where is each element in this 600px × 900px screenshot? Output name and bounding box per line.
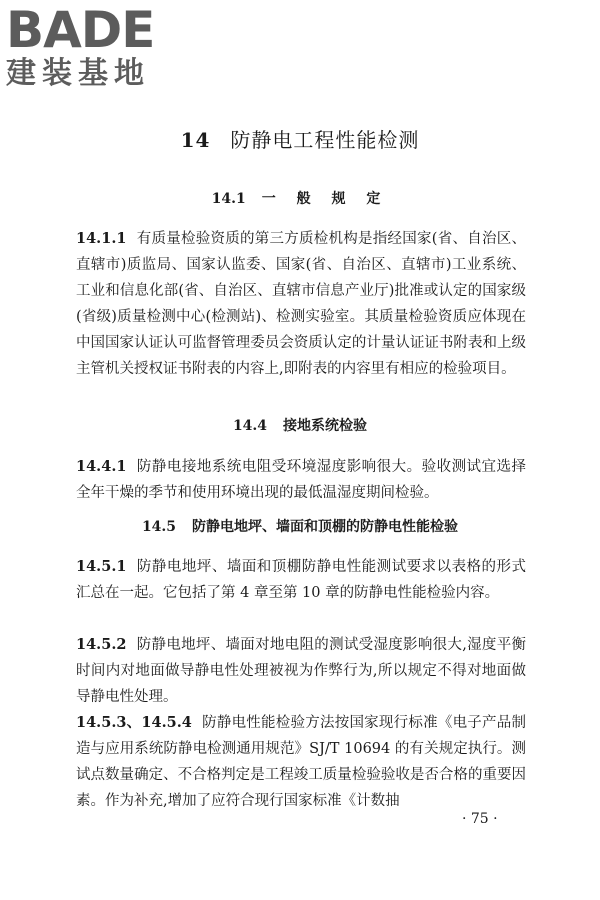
clause-text: 防静电地坪、墙面和顶棚防静电性能测试要求以表格的形式汇总在一起。它包括了第 4 章至第 10 章的防静电性能检验内容。 xyxy=(76,559,526,601)
page-number: · 75 · xyxy=(462,811,498,827)
clause-text: 防静电地坪、墙面对地电阻的测试受湿度影响很大,湿度平衡时间内对地面做导静电性处理被视为作弊行为,所以规定不得对地面做导静电性处理。 xyxy=(76,637,526,705)
clause-14-1-1 xyxy=(76,226,526,382)
clause-text: 防静电接地系统电阻受环境湿度影响很大。验收测试宜选择全年干燥的季节和使用环境出现的最低温湿度期间检验。 xyxy=(76,459,526,501)
clause-14-5-2 xyxy=(76,632,526,710)
chapter-number: 14 xyxy=(180,128,211,152)
section-title-text: 接地系统检验 xyxy=(283,418,368,434)
chapter-title xyxy=(0,128,600,152)
section-heading-14-1 xyxy=(0,190,600,208)
clause-number: 14.5.1 xyxy=(76,558,127,575)
clause-text: 有质量检验资质的第三方质检机构是指经国家(省、自治区、直辖市)质监局、国家认监委、国家(省、自治区、直辖市)工业系统、工业和信息化部(省、自治区、直辖市信息产业厅)批准或认定的国家级(省级)质量检测中心(检测站)、检测实验室。其质量检验资质应体现在中国国家认证认可监督管理委员会资质认定的计量认证证书附表和上级主管机关授权证书附表的内容上,即附表的内容里有相应的检验项目。 xyxy=(76,231,526,377)
clause-number: 14.5.3、14.5.4 xyxy=(76,714,192,731)
clause-14-5-1 xyxy=(76,554,526,606)
section-number: 14.1 xyxy=(211,191,246,207)
logo-subtitle: 建装基地 xyxy=(6,56,150,91)
section-title-text: 一 般 规 定 xyxy=(261,191,389,207)
section-heading-14-5 xyxy=(0,518,600,536)
section-heading-14-4 xyxy=(0,417,600,435)
section-title-text: 防静电地坪、墙面和顶棚的防静电性能检验 xyxy=(192,519,459,535)
clause-text: 防静电性能检验方法按国家现行标准《电子产品制造与应用系统防静电检测通用规范》SJ/T 10694 的有关规定执行。测试点数量确定、不合格判定是工程竣工质量检验验收是否合格的重要因素。作为补充,增加了应符合现行国家标准《计数抽 xyxy=(76,715,527,809)
section-number: 14.5 xyxy=(141,519,177,535)
clause-number: 14.5.2 xyxy=(76,636,127,653)
clause-14-5-3-14-5-4 xyxy=(76,710,526,814)
publisher-logo xyxy=(6,1,178,91)
chapter-heading: 防静电工程性能检测 xyxy=(230,128,420,152)
clause-number: 14.1.1 xyxy=(76,230,127,247)
clause-14-4-1 xyxy=(76,454,526,506)
logo-brand-text: BADE xyxy=(6,1,155,59)
section-number: 14.4 xyxy=(232,418,268,434)
clause-number: 14.4.1 xyxy=(76,458,127,475)
